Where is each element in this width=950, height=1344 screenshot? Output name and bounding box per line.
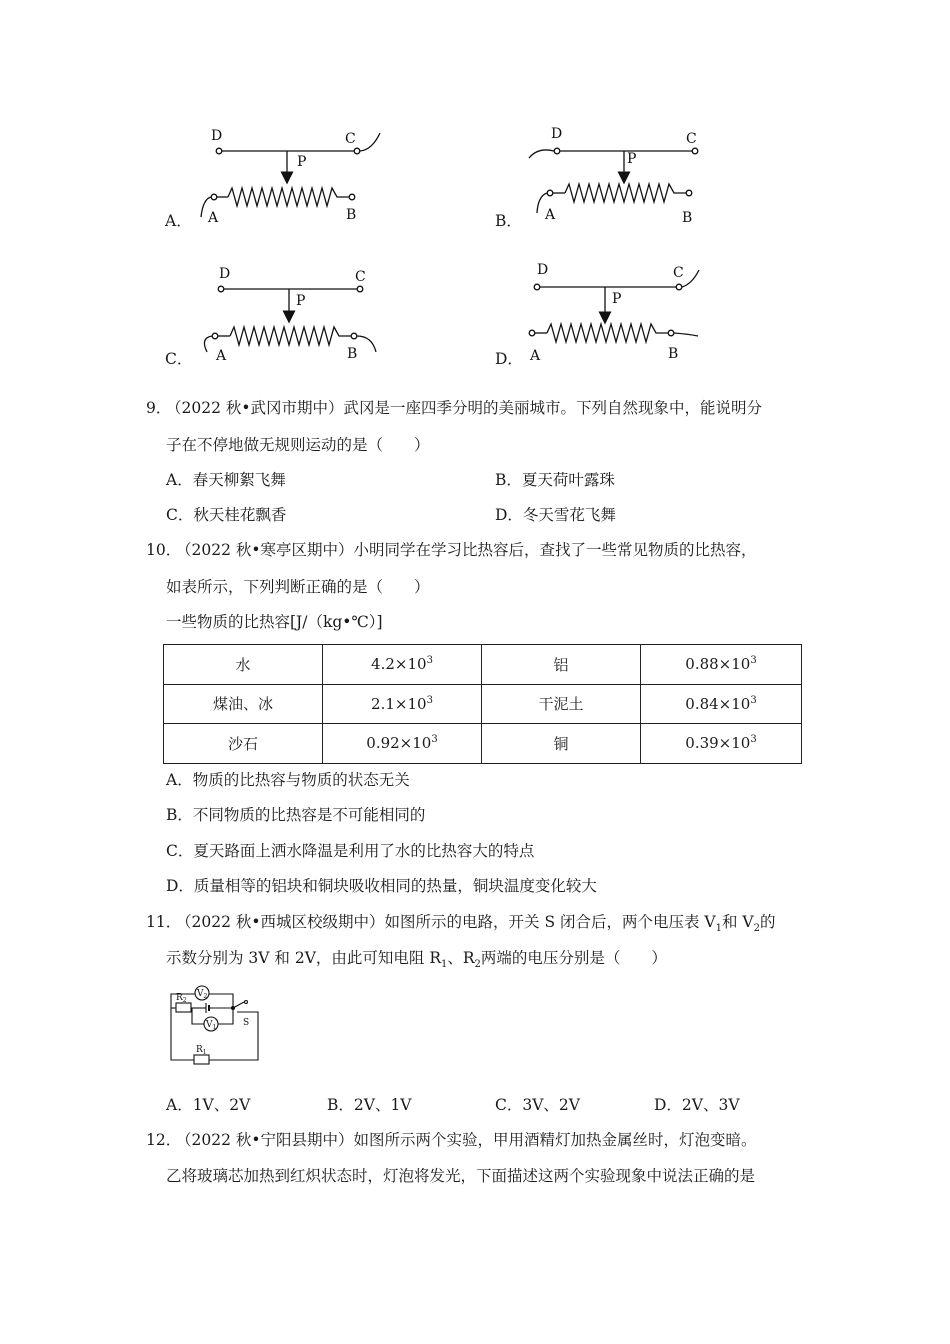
question-text: 子在不停地做无规则运动的是（ ） (166, 436, 430, 454)
option: D．质量相等的铝块和铜块吸收相同的热量，铜块温度变化较大 (166, 877, 597, 895)
circuit-diagram (162, 981, 272, 1067)
label-p: P (627, 151, 637, 167)
label-c: C (686, 131, 697, 147)
option: D．2V、3V (654, 1096, 740, 1114)
question-text: 如表所示，下列判断正确的是（ ） (166, 578, 430, 596)
label-c: C (355, 269, 366, 285)
svg-text:S: S (243, 1018, 250, 1028)
table-cell: $4.2\times 10^3$ (323, 645, 482, 685)
label-b: B (346, 207, 357, 223)
option-d-label: D． (495, 350, 523, 368)
label-a: A (545, 207, 556, 223)
table-row (164, 684, 802, 724)
question-text: （2022 秋•宁阳县期中）如图所示两个实验，甲用酒精灯加热金属丝时，灯泡变暗。 (176, 1131, 757, 1149)
label-d: D (219, 266, 231, 282)
question-number: 11． (146, 913, 182, 931)
label-a: A (530, 348, 541, 364)
table-cell: 干泥土 (482, 684, 641, 724)
table-cell: 铜 (482, 724, 641, 764)
rheostat-figure-c (204, 286, 376, 352)
r1-resistor (194, 1055, 209, 1064)
question-text: （2022 秋•武冈市期中）武冈是一座四季分明的美丽城市。下列自然现象中，能说明分 (166, 399, 763, 417)
option: B．2V、1V (327, 1096, 412, 1114)
label-b: B (668, 346, 679, 362)
svg-text:V1: $V_1$ (206, 1020, 217, 1031)
svg-text:R1: $R_1$ (196, 1045, 207, 1056)
table-row (164, 724, 802, 764)
rheostat-figure-b (529, 148, 698, 213)
table-cell: 水 (164, 645, 323, 685)
question-text: 乙将玻璃芯加热到红炽状态时，灯泡将发光，下面描述这两个实验现象中说法正确的是 (166, 1167, 756, 1185)
question-text: （2022 秋•寒亭区期中）小明同学在学习比热容后，查找了一些常见物质的比热容， (176, 541, 757, 559)
table-cell: $2.1\times 10^3$ (323, 684, 482, 724)
option: A．物质的比热容与物质的状态无关 (166, 771, 410, 789)
table-title: 一些物质的比热容[J/（kg•℃）] (166, 613, 383, 631)
label-d: D (211, 128, 223, 144)
option: D．冬天雪花飞舞 (495, 506, 616, 524)
label-b: B (682, 210, 693, 226)
option: A．1V、2V (166, 1096, 251, 1114)
label-a: A (216, 348, 227, 364)
option: C．3V、2V (495, 1096, 580, 1114)
r2-resistor (176, 1003, 191, 1012)
option: A．春天柳絮飞舞 (166, 471, 286, 489)
specific-heat-table (163, 644, 802, 764)
option: B．不同物质的比热容是不可能相同的 (166, 806, 426, 824)
question-number: 10． (146, 541, 182, 559)
rheostat-figures (0, 0, 950, 380)
svg-text:R2: $R_2$ (176, 993, 187, 1004)
table-cell: $0.88\times 10^3$ (641, 645, 802, 685)
option: B．夏天荷叶露珠 (495, 471, 615, 489)
label-d: D (551, 126, 563, 142)
option-c-label: C． (165, 350, 193, 368)
table-row (164, 645, 802, 685)
label-c: C (673, 265, 684, 281)
label-b: B (347, 346, 358, 362)
label-p: P (612, 291, 622, 307)
table-cell: $0.92\times 10^3$ (323, 724, 482, 764)
table-cell: 沙石 (164, 724, 323, 764)
label-p: P (297, 154, 307, 170)
table-cell: $0.39\times 10^3$ (641, 724, 802, 764)
table-cell: 铝 (482, 645, 641, 685)
svg-text:V2: $V_2$ (197, 989, 208, 1000)
table-cell: $0.84\times 10^3$ (641, 684, 802, 724)
label-a: A (208, 210, 219, 226)
question-text: 示数分别为 3V 和 2V，由此可知电阻 $R_1$、$R_2$两端的电压分别是（ ） (166, 949, 667, 971)
option-a-label: A． (165, 212, 192, 230)
question-text: （2022 秋•西城区校级期中）如图所示的电路，开关 S 闭合后，两个电压表 $V_1$和 $V_2$的 (176, 913, 776, 935)
label-p: P (296, 293, 306, 309)
label-c: C (345, 131, 356, 147)
option-b-label: B． (495, 212, 522, 230)
option: C．秋天桂花飘香 (166, 506, 287, 524)
option: C．夏天路面上洒水降温是利用了水的比热容大的特点 (166, 842, 535, 860)
table-cell: 煤油、冰 (164, 684, 323, 724)
question-number: 9． (146, 399, 172, 417)
question-number: 12． (146, 1131, 182, 1149)
label-d: D (537, 262, 549, 278)
